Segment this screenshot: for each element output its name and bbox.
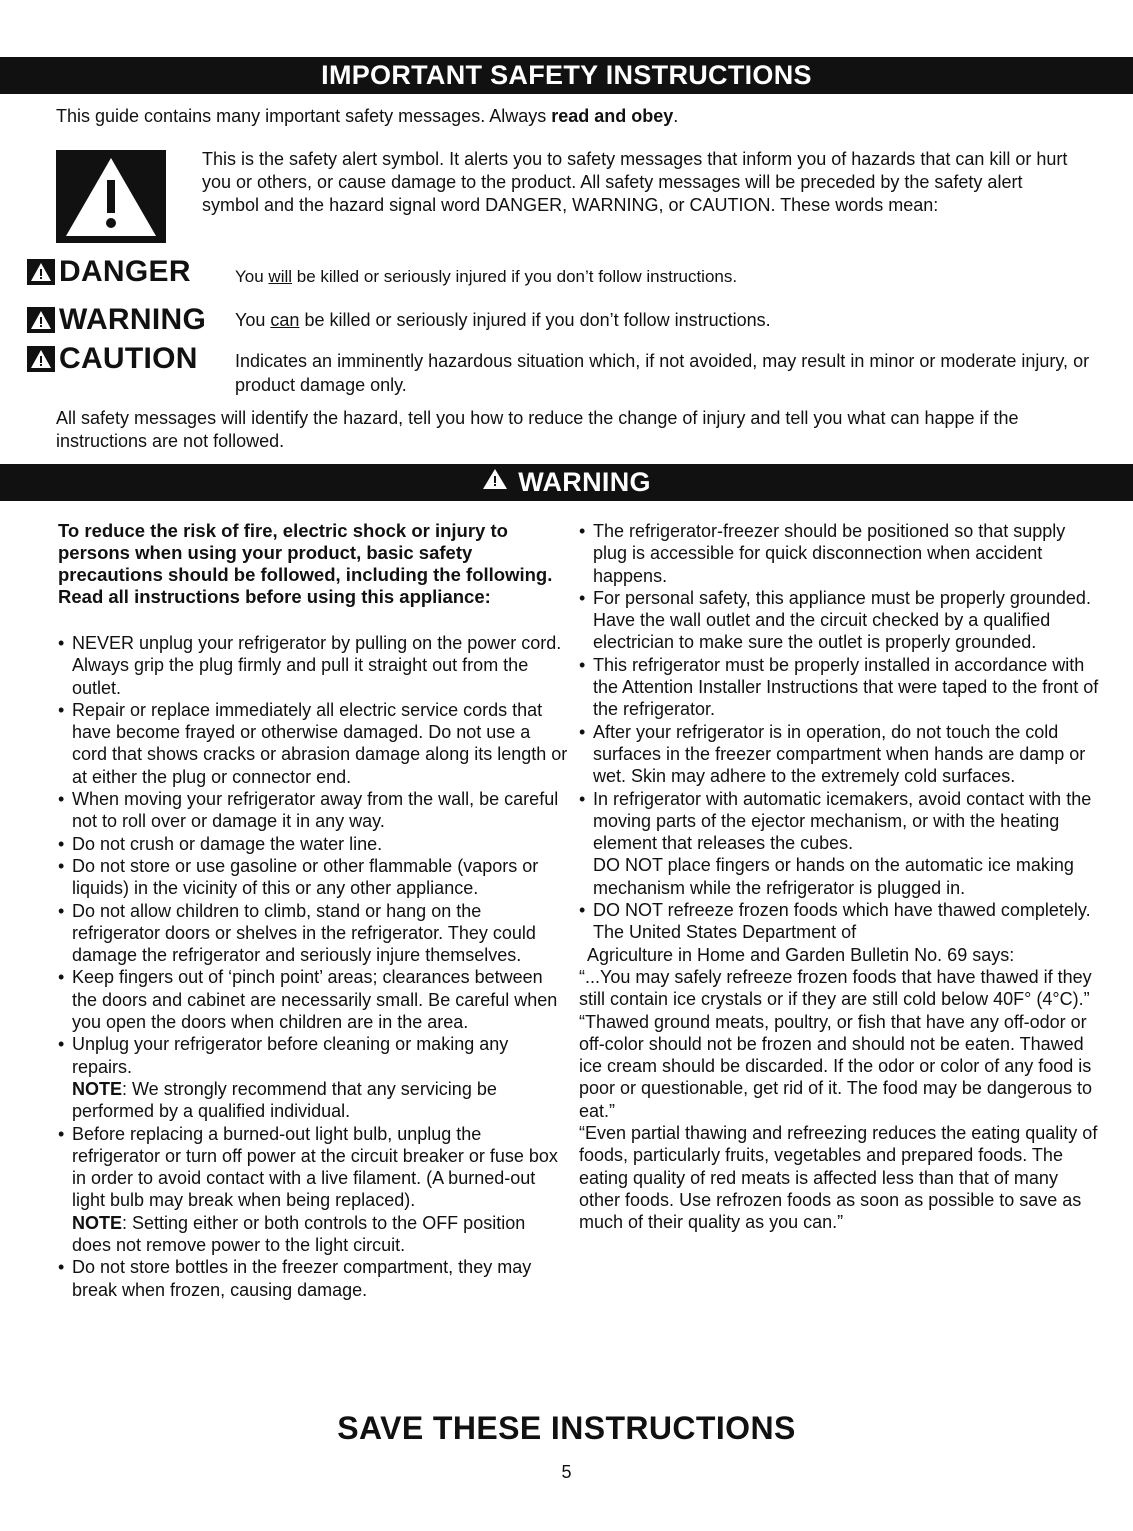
warning-meaning: You can be killed or seriously injured if you don’t follow instructions. xyxy=(235,310,771,330)
right-column xyxy=(579,520,1099,1234)
note: NOTE: Setting either or both controls to the OFF position does not remove power to the light circuit. xyxy=(72,1212,526,1256)
caution-meaning: Indicates an imminently hazardous situation which, if not avoided, may result in minor or moderate injury, or product damage only. xyxy=(235,351,1090,395)
warning-header: WARNING xyxy=(0,464,1133,501)
list-item: • When moving your refrigerator away from the wall, be careful not to roll over or damage it in any way. xyxy=(58,789,559,832)
list-item: • This refrigerator must be properly installed in accordance with the Attention Installer Instructions that were taped to the front of the refrigerator. xyxy=(579,654,1099,720)
page-number: 5 xyxy=(561,1462,572,1482)
list-item: • Do not crush or damage the water line. xyxy=(58,833,383,854)
list-item: • Do not allow children to climb, stand or hang on the refrigerator doors or shelves in the refrigerator. They could damage the refrigerator and seriously injure themselves. xyxy=(58,900,536,966)
list-item: • The refrigerator-freezer should be positioned so that supply plug is accessible for quick disconnection when accident happens. xyxy=(579,521,1066,586)
warning-triangle-icon xyxy=(27,307,55,333)
refreeze-continued: Agriculture in Home and Garden Bulletin No. 69 says: xyxy=(587,944,1015,965)
page-title: IMPORTANT SAFETY INSTRUCTIONS xyxy=(0,57,1133,94)
list-item: • After your refrigerator is in operation, do not touch the cold surfaces in the freezer compartment when hands are damp or wet. Skin may adhere to the extremely cold surfaces. xyxy=(579,721,1086,787)
lead-paragraph: To reduce the risk of fire, electric shock or injury to persons when using your product, basic safety precautions should be followed, including the following. Read all instructions before using this appliance: xyxy=(58,520,553,607)
icemaker-note: DO NOT place fingers or hands on the automatic ice making mechanism while the refrigerator is plugged in. xyxy=(593,855,1074,898)
warning-triangle-icon xyxy=(27,259,55,285)
warning-triangle-icon xyxy=(482,463,508,500)
alert-symbol-description: This is the safety alert symbol. It alerts you to safety messages that inform you of hazards that can kill or hurt you or others, or cause damage to the product. All safety messages will be preceded by the safety alert symbol and the hazard signal word DANGER, WARNING, or CAUTION. These words mean: xyxy=(202,149,1068,215)
danger-signal: DANGER xyxy=(27,255,191,289)
intro-text: This guide contains many important safety messages. Always read and obey. xyxy=(56,106,679,126)
list-item: • Do not store or use gasoline or other flammable (vapors or liquids) in the vicinity of this or any other appliance. xyxy=(58,855,539,899)
left-column xyxy=(58,520,568,1301)
danger-meaning: You will be killed or seriously injured if you don’t follow instructions. xyxy=(235,267,738,286)
warning-signal: WARNING xyxy=(27,303,206,337)
save-instructions-heading: SAVE THESE INSTRUCTIONS xyxy=(337,1410,796,1446)
note: NOTE: We strongly recommend that any servicing be performed by a qualified individual. xyxy=(72,1078,497,1122)
list-item: • DO NOT refreeze frozen foods which have thawed completely. The United States Department of xyxy=(579,900,1091,943)
caution-signal: CAUTION xyxy=(27,342,198,376)
list-item: • In refrigerator with automatic icemakers, avoid contact with the moving parts of the ejector mechanism, or with the heating element that releases the cubes. xyxy=(579,788,1092,854)
list-item: • NEVER unplug your refrigerator by pulling on the power cord. Always grip the plug firmly and pull it straight out from the outlet. xyxy=(58,633,562,698)
quote-paragraph: “Even partial thawing and refreezing reduces the eating quality of foods, particularly fruits, vegetables and prepared foods. The eating quality of red meats is affected less than that of many other foods. Use refrozen foods as soon as possible to save as much of their quality as you can.” xyxy=(579,1123,1098,1233)
list-item: • Do not store bottles in the freezer compartment, they may break when frozen, causing damage. xyxy=(58,1257,532,1300)
list-item: • Keep fingers out of ‘pinch point’ areas; clearances between the doors and cabinet are necessarily small. Be careful when you open the doors when children are in the area. xyxy=(58,967,558,1033)
summary-text: All safety messages will identify the hazard, tell you how to reduce the change of injury and tell you what can happe if the instructions are not followed. xyxy=(56,408,1019,451)
warning-triangle-icon xyxy=(27,346,55,372)
quote-paragraph: “Thawed ground meats, poultry, or fish that have any off-odor or off-color should not be frozen and should not be eaten. Thawed ice cream should be discarded. If the odor or color of any food is poor or questionable, get rid of it. The food may be dangerous to eat.” xyxy=(579,1011,1092,1121)
list-item: • Unplug your refrigerator before cleaning or making any repairs. xyxy=(58,1034,509,1077)
list-item: • Before replacing a burned-out light bulb, unplug the refrigerator or turn off power at the circuit breaker or fuse box in order to avoid contact with a live filament. (A burned-out light bulb may break when being replaced). xyxy=(58,1123,558,1211)
safety-alert-icon xyxy=(56,150,166,243)
list-item: • Repair or replace immediately all electric service cords that have become frayed or otherwise damaged. Do not use a cord that shows cracks or abrasion damage along its length or at either the plug or connector end. xyxy=(58,699,568,787)
quote-paragraph: “...You may safely refreeze frozen foods that have thawed if they still contain ice crystals or if they are still cold below 40F° (4°C).” xyxy=(579,966,1092,1010)
list-item: • For personal safety, this appliance must be properly grounded. Have the wall outlet and the circuit checked by a qualified electrician to make sure the outlet is properly grounded. xyxy=(579,587,1091,653)
